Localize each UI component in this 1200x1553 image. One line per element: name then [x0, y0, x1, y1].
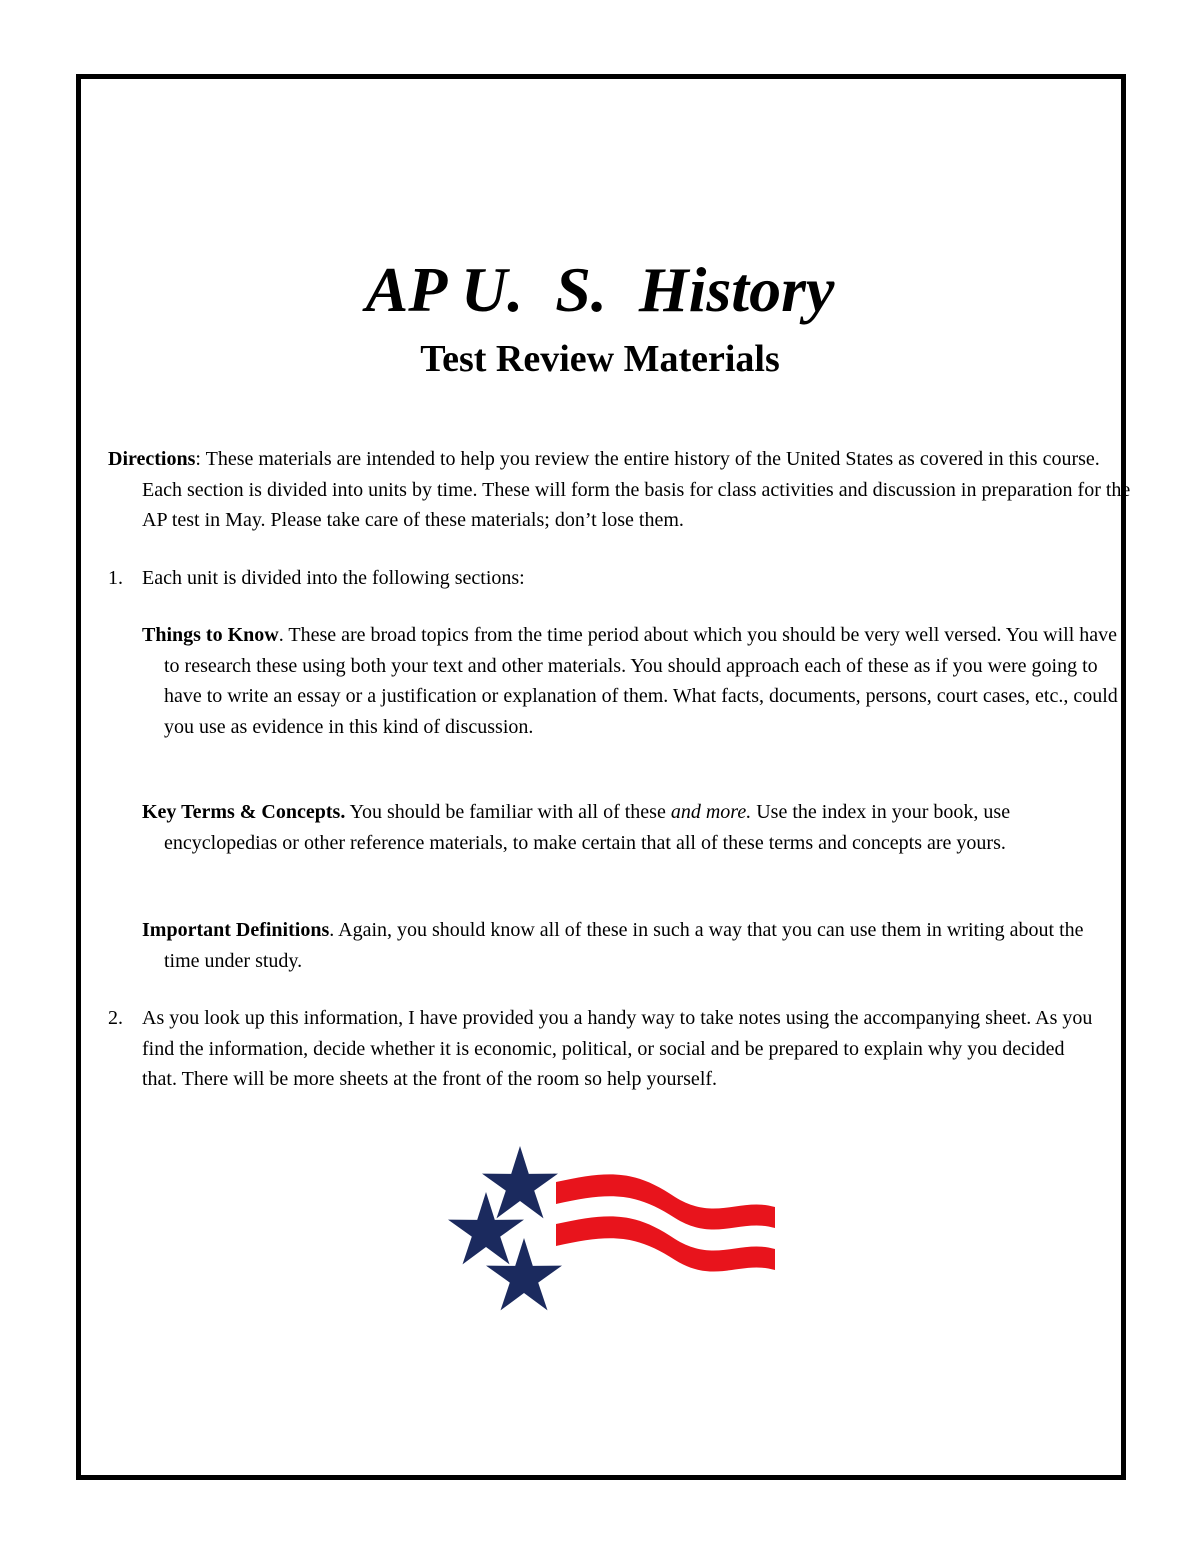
- things-to-know-label: Things to Know: [142, 624, 279, 646]
- list-item-text: As you look up this information, I have provided you a handy way to take notes using the accompanying sheet. As you find the information, decide whether it is economic, political, or social and be prepared to explain why you decided that. There will be more sheets at the front of the room so help yourself.: [142, 1007, 1093, 1090]
- things-to-know-text: These are broad topics from the time period about which you should be very well versed. You will have to research these using both your text and other materials. You should approach each of these as if you were going to have to write an essay or a justification or explanation of them. What facts, documents, persons, court cases, etc., could you use as evidence in this kind of discussion.: [164, 624, 1118, 738]
- directions-text: These materials are intended to help you review the entire history of the United States as covered in this course. Each section is divided into units by time. These will form the basis for class activities and discussion in preparation for the AP test in May. Please take care of these materials; don’t lose them.: [142, 448, 1131, 531]
- list-item-number: 2.: [108, 1007, 123, 1029]
- definitions-paragraph: [142, 915, 1124, 976]
- definitions-label: Important Definitions: [142, 919, 330, 941]
- key-terms-paragraph: [142, 797, 1124, 858]
- directions-paragraph: [108, 444, 1132, 536]
- key-terms-text-before: You should be familiar with all of these: [345, 801, 671, 823]
- key-terms-label: Key Terms & Concepts.: [142, 801, 346, 823]
- definitions-punct: .: [329, 919, 335, 941]
- document-title: AP U. S. History: [365, 254, 835, 325]
- key-terms-text-after: Use the index in your book, use encyclopedias or other reference materials, to make certain that all of these terms and concepts are yours.: [164, 801, 1011, 854]
- things-to-know-punct: .: [278, 624, 284, 646]
- things-to-know-paragraph: [142, 620, 1124, 742]
- definitions-text: Again, you should know all of these in such a way that you can use them in writing about the time under study.: [164, 919, 1084, 972]
- directions-colon: :: [195, 448, 201, 470]
- list-item-text: Each unit is divided into the following sections:: [142, 567, 525, 589]
- star-top: [482, 1146, 558, 1218]
- list-item-number: 1.: [108, 567, 123, 589]
- list-item-1: [108, 563, 1098, 594]
- directions-label: Directions: [108, 448, 196, 470]
- key-terms-italic: and more.: [670, 801, 752, 823]
- stars-and-stripes-logo: [440, 1142, 784, 1312]
- document-subtitle: Test Review Materials: [420, 338, 780, 380]
- list-item-2: [108, 1003, 1098, 1095]
